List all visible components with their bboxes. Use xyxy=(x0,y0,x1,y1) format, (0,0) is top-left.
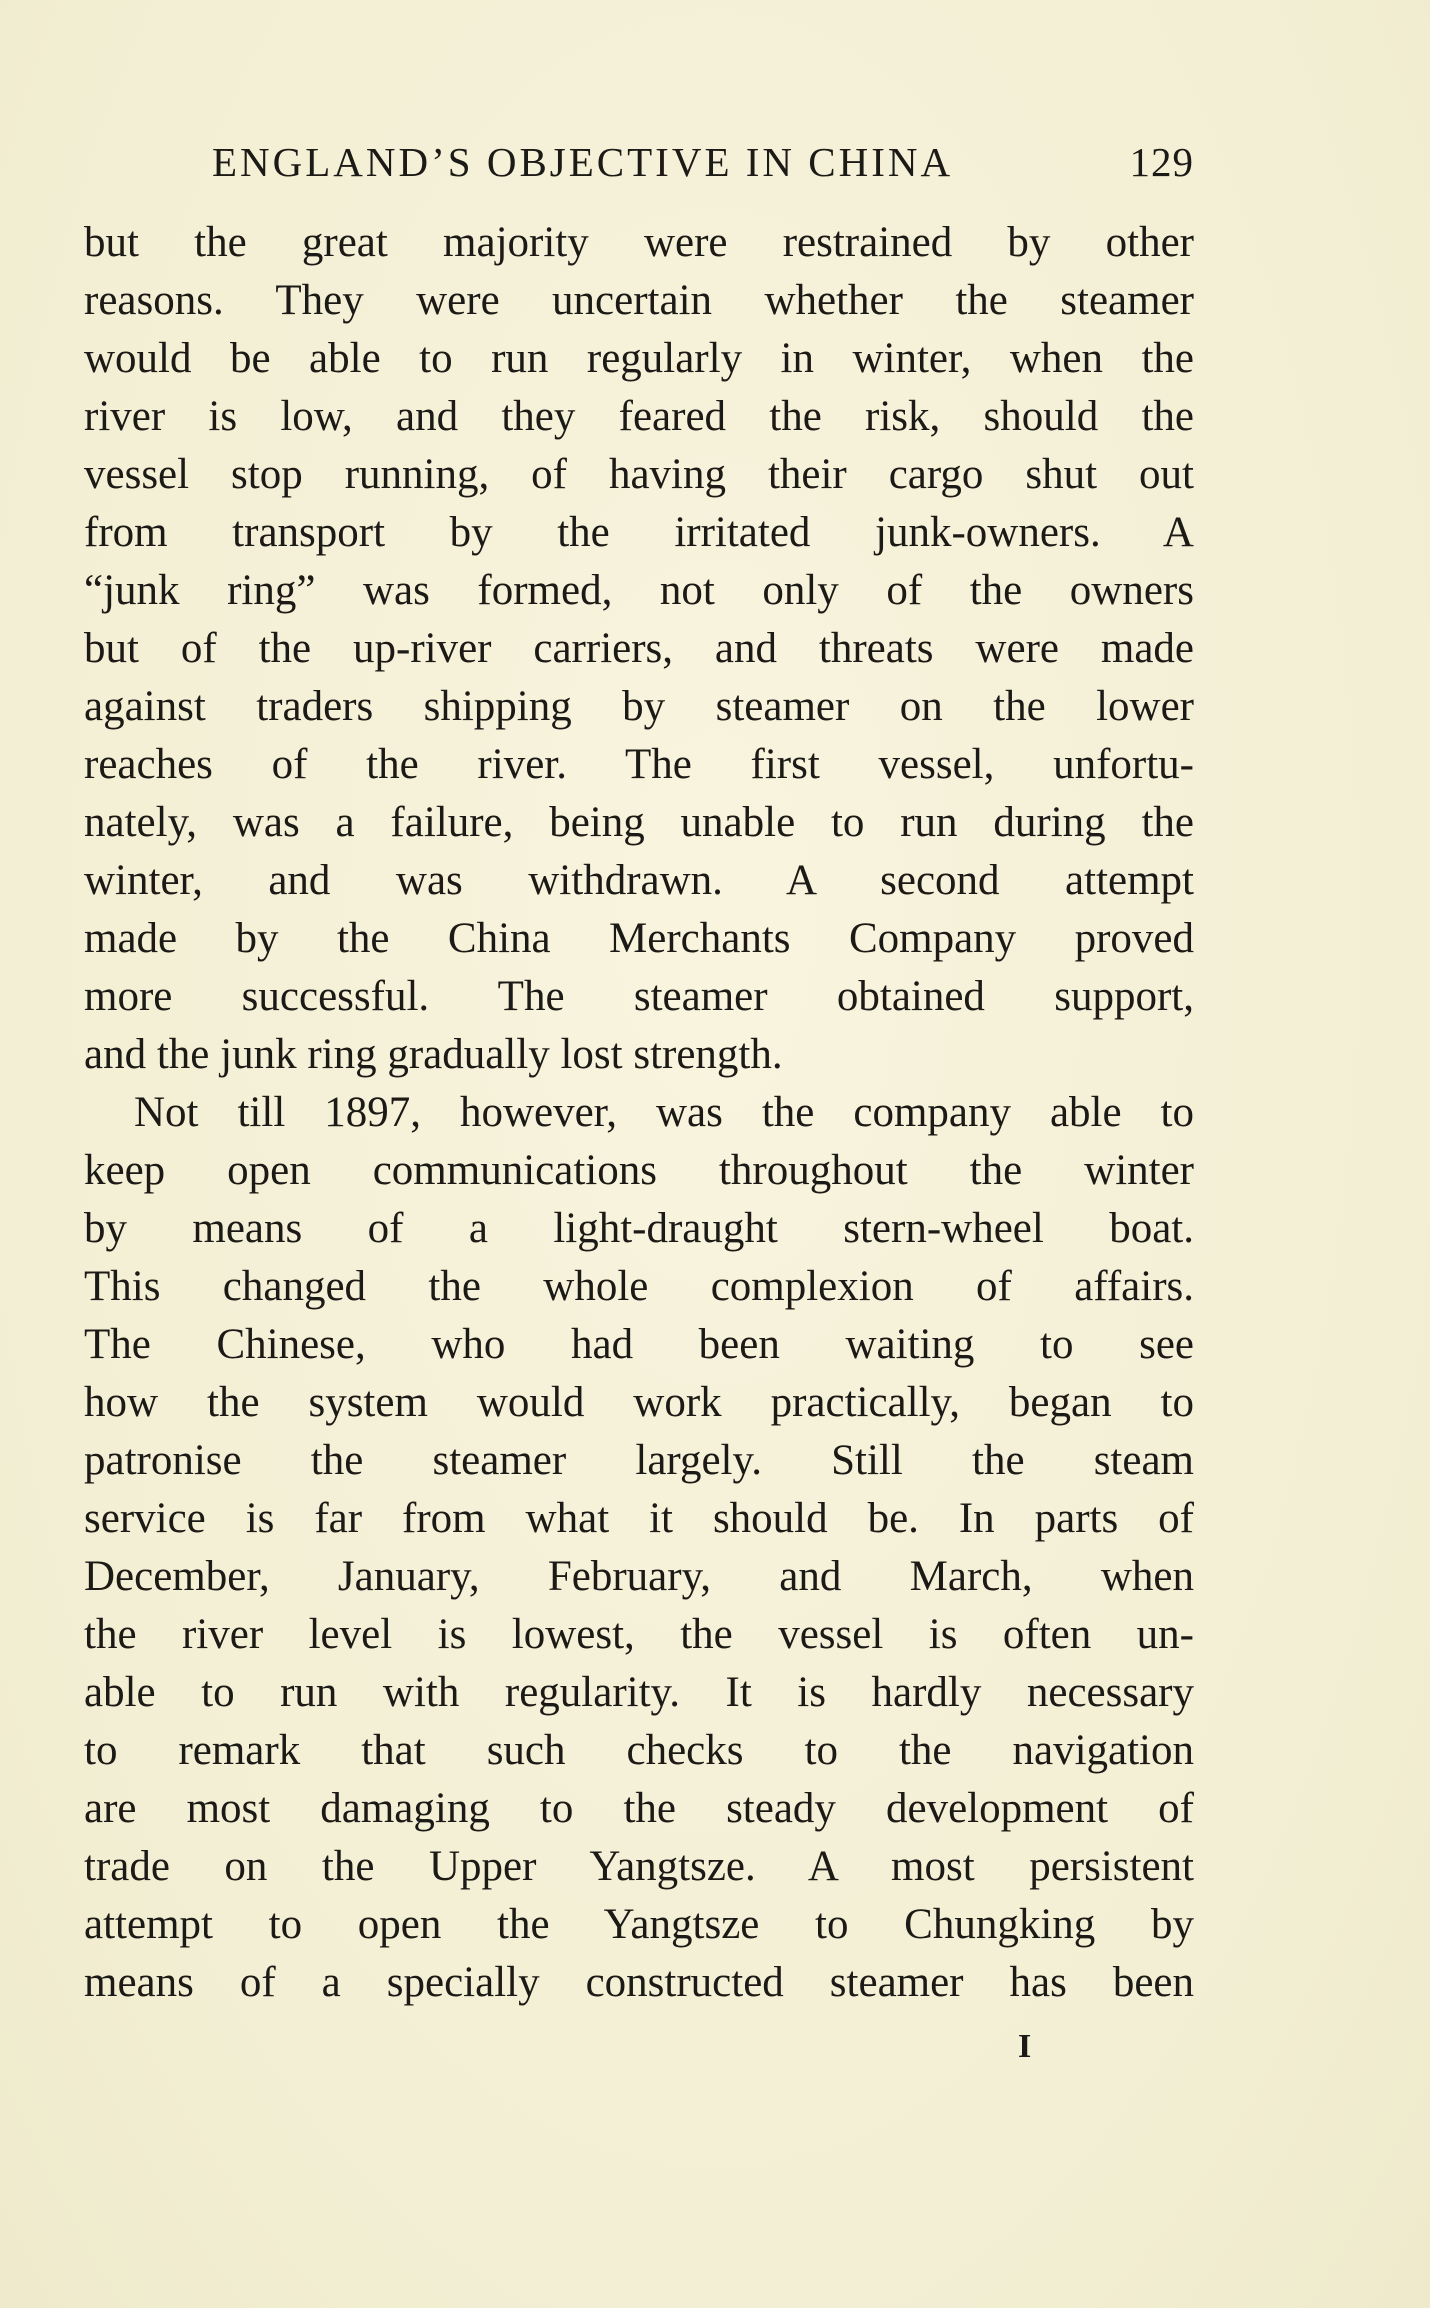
text-line: December, January, February, and March, when xyxy=(84,1553,1194,1600)
text-line: are most damaging to the steady development of xyxy=(84,1785,1194,1832)
text-line: means of a specially constructed steamer has been xyxy=(84,1959,1194,2006)
paragraph-start-line: Not till 1897, however, was the company able to xyxy=(134,1089,1194,1136)
text-line: reasons. They were uncertain whether the steamer xyxy=(84,277,1194,324)
text-line: keep open communications throughout the winter xyxy=(84,1147,1194,1194)
text-line: but the great majority were restrained by other xyxy=(84,219,1194,266)
text-line: more successful. The steamer obtained support, xyxy=(84,973,1194,1020)
text-line: how the system would work practically, began to xyxy=(84,1379,1194,1426)
text-line: the river level is lowest, the vessel is often un- xyxy=(84,1611,1194,1658)
page-number: 129 xyxy=(1129,139,1194,185)
text-line: service is far from what it should be. In parts of xyxy=(84,1495,1194,1542)
text-line: The Chinese, who had been waiting to see xyxy=(84,1321,1194,1368)
text-line: river is low, and they feared the risk, should the xyxy=(84,393,1194,440)
text-line: to remark that such checks to the navigation xyxy=(84,1727,1194,1774)
body-text xyxy=(84,214,1194,2012)
text-line: nately, was a failure, being unable to run during the xyxy=(84,799,1194,846)
text-line: able to run with regularity. It is hardly necessary xyxy=(84,1669,1194,1716)
text-line: attempt to open the Yangtsze to Chungking by xyxy=(84,1901,1194,1948)
text-line: patronise the steamer largely. Still the steam xyxy=(84,1437,1194,1484)
text-line: but of the up-river carriers, and threats were made xyxy=(84,625,1194,672)
text-line: This changed the whole complexion of affairs. xyxy=(84,1263,1194,1310)
running-title: ENGLAND’S OBJECTIVE IN CHINA xyxy=(212,139,954,185)
page-header xyxy=(84,138,1194,194)
text-line: from transport by the irritated junk-owners. A xyxy=(84,509,1194,556)
text-line: trade on the Upper Yangtsze. A most persistent xyxy=(84,1843,1194,1890)
text-line: and the junk ring gradually lost strength. xyxy=(84,1031,783,1078)
text-line: “junk ring” was formed, not only of the owners xyxy=(84,567,1194,614)
text-line: by means of a light-draught stern-wheel boat. xyxy=(84,1205,1194,1252)
text-line: vessel stop running, of having their cargo shut out xyxy=(84,451,1194,498)
text-line: winter, and was withdrawn. A second attempt xyxy=(84,857,1194,904)
signature-mark: I xyxy=(1018,2028,1032,2065)
text-line: against traders shipping by steamer on the lower xyxy=(84,683,1194,730)
text-line: reaches of the river. The first vessel, unfortu- xyxy=(84,741,1194,788)
text-line: made by the China Merchants Company proved xyxy=(84,915,1194,962)
text-line: would be able to run regularly in winter, when the xyxy=(84,335,1194,382)
